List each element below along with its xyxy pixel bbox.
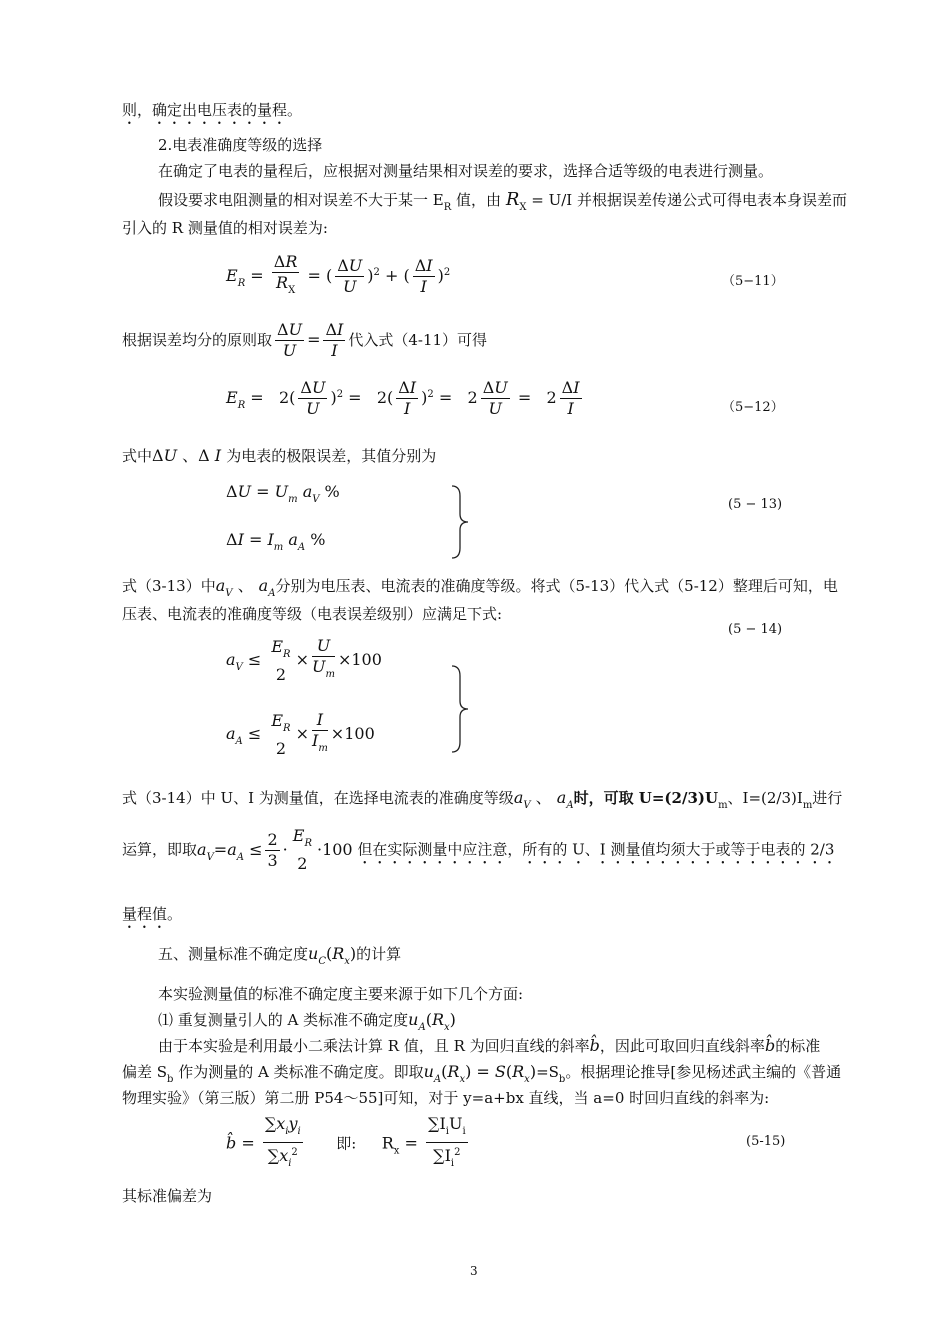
text: 式中 <box>122 447 153 465</box>
equation-number: （5−12） <box>722 400 784 415</box>
equation-5-12: $E_R = 2$( $\frac{\Delta U}{U}$ )$^2$ = 2( $\frac{\Delta I}{I}$ )$^2$ = 2 $\frac{\Delta U}{U}$ = 2 $\frac{\Delta I}{I}$ <box>226 378 580 418</box>
subscript: m <box>718 800 728 811</box>
text: 式（3-13）中 <box>122 577 216 595</box>
equation-5-14-a: $a_V$ ≤ $E_R$ 2 × $\frac{U}{U_m}$ ×100 <box>226 636 382 684</box>
paragraph-line <box>122 446 436 466</box>
paragraph-line <box>122 318 487 362</box>
equation-number: (5 − 13) <box>728 497 783 512</box>
text: 值，由 <box>451 191 506 209</box>
right-brace-icon <box>448 484 472 560</box>
inline-math: ΔU 、Δ I <box>152 446 222 465</box>
text: 进行 <box>812 789 843 807</box>
paragraph-line <box>158 984 523 1004</box>
text: ，因此可取回归直线斜率 <box>599 1037 765 1055</box>
paragraph-line <box>158 1010 456 1038</box>
inline-math: b̂ <box>589 1036 600 1055</box>
text: 即: <box>336 1134 357 1153</box>
inline-math: $u_A(R_x)$ <box>408 1010 456 1033</box>
text: 时，可取 U=(2/3)U <box>573 789 719 807</box>
text: =S <box>536 1063 559 1081</box>
paragraph-line <box>122 788 842 816</box>
inline-math: $a_V$ 、 $a_A$ <box>513 788 574 811</box>
paragraph-line <box>122 100 302 128</box>
paragraph-line <box>122 218 328 238</box>
subscript: b <box>167 1074 174 1085</box>
text: 。根据理论推导[参见杨述武主编的《普通 <box>565 1063 842 1081</box>
text: 的标准 <box>775 1037 821 1055</box>
inline-math: $a_V$ 、 $a_A$ <box>215 576 276 599</box>
paragraph-line <box>122 1062 841 1090</box>
text: 式（3-14）中 U、I 为测量值，在选择电流表的准确度等级 <box>122 789 514 807</box>
equation-number: (5-15) <box>746 1134 786 1149</box>
right-brace-icon <box>448 664 472 754</box>
text: = U/I 并根据误差传递公式可得电表本身误差而 <box>526 191 847 209</box>
text: 假设要求电阻测量的相对误差不大于某一 E <box>158 191 444 209</box>
subscript: X <box>519 202 527 213</box>
section-heading <box>158 135 322 155</box>
paragraph-line <box>158 1036 820 1056</box>
text: 根据误差均分的原则取 <box>122 331 273 349</box>
text: 其标准偏差为 <box>122 1187 213 1205</box>
text: 量程值。 <box>122 905 183 923</box>
paragraph-line <box>122 604 502 624</box>
text: 压表、电流表的准确度等级（电表误差级别）应满足下式: <box>122 605 503 623</box>
text: 在确定了电表的量程后，应根据对测量结果相对误差的要求，选择合适等级的电表进行测量。 <box>158 162 774 180</box>
text: 代入式（4-11）可得 <box>348 331 488 349</box>
subscript: m <box>802 800 813 811</box>
section-heading-text: 2.电表准确度等级的选择 <box>158 136 323 154</box>
subscript: R <box>443 202 452 213</box>
text: 作为测量的 A 类标准不确定度。即取 <box>173 1063 424 1081</box>
paragraph-line <box>158 190 847 218</box>
equation-5-13-b: $\Delta I = I_m$ $a_A$ % <box>226 530 326 553</box>
text: 本实验测量值的标准不确定度主要来源于如下几个方面: <box>158 985 524 1003</box>
equation-number: (5 − 14) <box>728 622 783 637</box>
paragraph-line <box>122 1186 212 1206</box>
inline-math: $u_C(R_x)$ <box>308 944 357 967</box>
equation-5-11: $E_R$ = $\frac{\Delta R}{R_X}$ = ( $\frac{\Delta U}{U}$ )$^2$ + ( $\frac{\Delta I}{I}$ )$^2$ <box>226 252 451 296</box>
text: 偏差 S <box>122 1063 168 1081</box>
inline-equation: $a_V=a_A$ ≤ $\frac{2}{3}$ · $E_R$ 2 ·100 <box>197 826 353 873</box>
text: 则，确定出电压表的量程。 <box>122 101 303 119</box>
paragraph-line <box>122 1088 769 1108</box>
subscript: b <box>558 1074 566 1085</box>
section-heading <box>158 944 401 972</box>
paragraph-line <box>122 826 834 881</box>
text: 为电表的极限误差，其值分别为 <box>226 447 437 465</box>
text: 但在实际测量中应注意，所有的 U、I 测量值均须大于或等于电表的 2/3 <box>357 840 835 859</box>
equation-number: （5−11） <box>722 274 784 289</box>
text: ⑴ 重复测量引人的 A 类标准不确定度 <box>158 1011 409 1029</box>
section-heading-text: 五、测量标准不确定度 <box>158 945 309 963</box>
paragraph-line <box>122 576 838 604</box>
text: 运算，即取 <box>122 840 198 859</box>
text: 的计算 <box>356 945 402 963</box>
page-number: 3 <box>470 1264 478 1278</box>
math: R <box>505 189 520 210</box>
text: 引入的 R 测量值的相对误差为: <box>122 219 328 237</box>
inline-math: b̂ <box>764 1036 776 1055</box>
equation-5-15: b̂ = $\frac{\sum x_iy_i}{\sum x_i^2}$ 即: $R_x$ = $\frac{\sum I_iU_i}{\sum I_i^2}$ <box>226 1114 466 1169</box>
paragraph-line <box>158 161 773 181</box>
inline-math: $u_A(R_x) = S(R_x)$ <box>423 1062 537 1085</box>
equation-5-13-a: $\Delta U = U_m$ $a_V$ % <box>226 482 340 505</box>
text: 由于本实验是利用最小二乘法计算 R 值，且 R 为回归直线的斜率 <box>158 1037 590 1055</box>
text: 物理实验》（第三版）第二册 P54～55]可知，对于 y=a+bx 直线，当 a=0 时回归直线的斜率为: <box>122 1089 770 1107</box>
paragraph-line <box>122 904 182 932</box>
text: 分别为电压表、电流表的准确度等级。将式（5-13）代入式（5-12）整理后可知，电 <box>275 577 838 595</box>
inline-equation: $\frac{\Delta U}{U}$ = $\frac{\Delta I}{I}$ <box>277 320 344 360</box>
equation-5-14-b: $a_A$ ≤ $E_R$ 2 × $\frac{I}{I_m}$ ×100 <box>226 710 375 758</box>
text: 、I=(2/3)I <box>727 789 803 807</box>
